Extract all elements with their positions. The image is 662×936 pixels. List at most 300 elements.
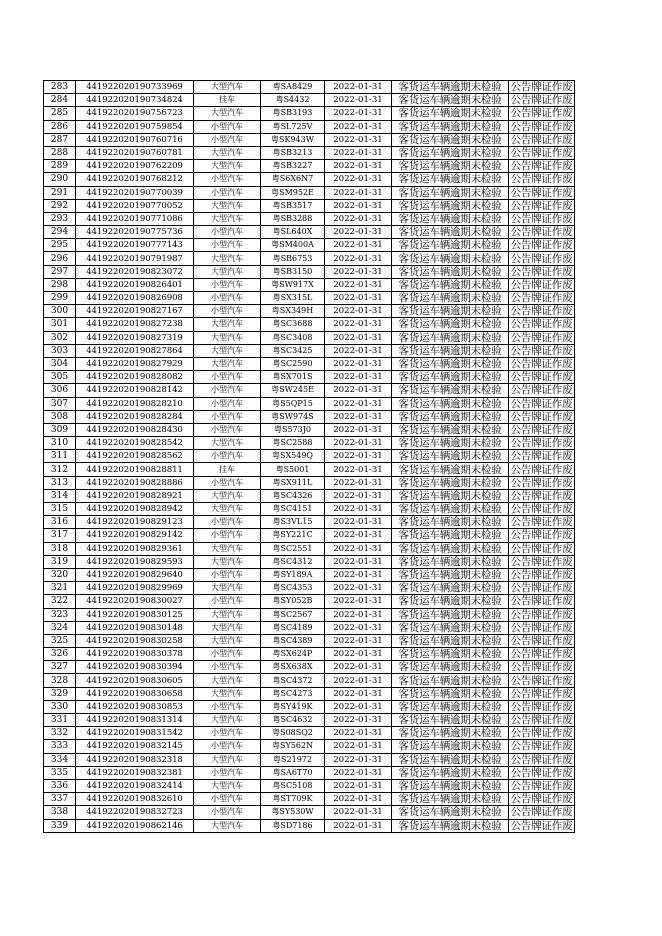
violation-status-cell: 客货运车辆逾期未检验 [392, 529, 509, 542]
action-cell: 公告牌证作废 [509, 278, 575, 291]
vehicle-type-cell: 大型汽车 [194, 542, 261, 555]
table-row [44, 819, 575, 832]
table-row [44, 318, 575, 331]
table-row [44, 81, 575, 94]
table-row [44, 344, 575, 357]
row-number-cell: 291 [44, 186, 76, 199]
plate-number-cell: 粤SY562N [261, 740, 325, 753]
violation-status-cell: 客货运车辆逾期未检验 [392, 344, 509, 357]
plate-number-cell: 粤SA6T70 [261, 766, 325, 779]
vehicle-type-cell: 小型汽车 [194, 740, 261, 753]
action-cell: 公告牌证作废 [509, 450, 575, 463]
table-row [44, 489, 575, 502]
action-cell: 公告牌证作废 [509, 608, 575, 621]
vehicle-type-cell: 小型汽车 [194, 186, 261, 199]
violation-status-cell: 客货运车辆逾期未检验 [392, 199, 509, 212]
violation-status-cell: 客货运车辆逾期未检验 [392, 120, 509, 133]
vehicle-type-cell: 大型汽车 [194, 674, 261, 687]
plate-number-cell: 粤SC2588 [261, 437, 325, 450]
record-id-cell: 441922020190827319 [76, 331, 194, 344]
table-row [44, 173, 575, 186]
plate-number-cell: 粤SY221C [261, 529, 325, 542]
violation-status-cell: 客货运车辆逾期未检验 [392, 779, 509, 792]
violation-status-cell: 客货运车辆逾期未检验 [392, 331, 509, 344]
table-row [44, 648, 575, 661]
row-number-cell: 333 [44, 740, 76, 753]
row-number-cell: 293 [44, 212, 76, 225]
date-cell: 2022-01-31 [325, 555, 392, 568]
record-id-cell: 441922020190734824 [76, 94, 194, 107]
table-row [44, 595, 575, 608]
plate-number-cell: 粤SD7186 [261, 819, 325, 832]
record-id-cell: 441922020190759854 [76, 120, 194, 133]
violation-status-cell: 客货运车辆逾期未检验 [392, 239, 509, 252]
vehicle-type-cell: 大型汽车 [194, 621, 261, 634]
row-number-cell: 316 [44, 516, 76, 529]
date-cell: 2022-01-31 [325, 120, 392, 133]
action-cell: 公告牌证作废 [509, 753, 575, 766]
date-cell: 2022-01-31 [325, 608, 392, 621]
date-cell: 2022-01-31 [325, 133, 392, 146]
action-cell: 公告牌证作废 [509, 727, 575, 740]
row-number-cell: 324 [44, 621, 76, 634]
record-id-cell: 441922020190830394 [76, 661, 194, 674]
plate-number-cell: 粤SY419K [261, 700, 325, 713]
table-row [44, 226, 575, 239]
row-number-cell: 303 [44, 344, 76, 357]
action-cell: 公告牌证作废 [509, 634, 575, 647]
record-id-cell: 441922020190830853 [76, 700, 194, 713]
record-id-cell: 441922020190771086 [76, 212, 194, 225]
action-cell: 公告牌证作废 [509, 344, 575, 357]
record-id-cell: 441922020190830605 [76, 674, 194, 687]
record-id-cell: 441922020190829142 [76, 529, 194, 542]
table-row [44, 212, 575, 225]
plate-number-cell: 粤S5QP15 [261, 397, 325, 410]
record-id-cell: 441922020190831314 [76, 714, 194, 727]
date-cell: 2022-01-31 [325, 331, 392, 344]
row-number-cell: 292 [44, 199, 76, 212]
plate-number-cell: 粤SC4632 [261, 714, 325, 727]
action-cell: 公告牌证作废 [509, 212, 575, 225]
violation-status-cell: 客货运车辆逾期未检验 [392, 81, 509, 94]
record-id-cell: 441922020190829361 [76, 542, 194, 555]
violation-status-cell: 客货运车辆逾期未检验 [392, 463, 509, 476]
date-cell: 2022-01-31 [325, 450, 392, 463]
violation-status-cell: 客货运车辆逾期未检验 [392, 793, 509, 806]
vehicle-type-cell: 大型汽车 [194, 503, 261, 516]
table-row [44, 687, 575, 700]
violation-status-cell: 客货运车辆逾期未检验 [392, 568, 509, 581]
plate-number-cell: 粤SC4389 [261, 634, 325, 647]
action-cell: 公告牌证作废 [509, 94, 575, 107]
table-row [44, 582, 575, 595]
vehicle-type-cell: 小型汽车 [194, 766, 261, 779]
record-id-cell: 441922020190826908 [76, 292, 194, 305]
date-cell: 2022-01-31 [325, 582, 392, 595]
record-id-cell: 441922020190862146 [76, 819, 194, 832]
plate-number-cell: 粤SX624P [261, 648, 325, 661]
table-row [44, 766, 575, 779]
action-cell: 公告牌证作废 [509, 648, 575, 661]
date-cell: 2022-01-31 [325, 94, 392, 107]
plate-number-cell: 粤SW245E [261, 384, 325, 397]
action-cell: 公告牌证作废 [509, 687, 575, 700]
date-cell: 2022-01-31 [325, 318, 392, 331]
violation-status-cell: 客货运车辆逾期未检验 [392, 410, 509, 423]
date-cell: 2022-01-31 [325, 199, 392, 212]
plate-number-cell: 粤S3VL15 [261, 516, 325, 529]
row-number-cell: 336 [44, 779, 76, 792]
date-cell: 2022-01-31 [325, 634, 392, 647]
date-cell: 2022-01-31 [325, 384, 392, 397]
row-number-cell: 321 [44, 582, 76, 595]
vehicle-type-cell: 小型汽车 [194, 793, 261, 806]
date-cell: 2022-01-31 [325, 503, 392, 516]
record-id-cell: 441922020190832381 [76, 766, 194, 779]
vehicle-type-cell: 小型汽车 [194, 476, 261, 489]
table-row [44, 423, 575, 436]
action-cell: 公告牌证作废 [509, 120, 575, 133]
table-row [44, 779, 575, 792]
vehicle-type-cell: 大型汽车 [194, 146, 261, 159]
record-id-cell: 441922020190827238 [76, 318, 194, 331]
plate-number-cell: 粤SX911L [261, 476, 325, 489]
table-row [44, 700, 575, 713]
vehicle-type-cell: 小型汽车 [194, 397, 261, 410]
record-id-cell: 441922020190756723 [76, 107, 194, 120]
date-cell: 2022-01-31 [325, 674, 392, 687]
vehicle-type-cell: 挂车 [194, 463, 261, 476]
plate-number-cell: 粤SC4353 [261, 582, 325, 595]
violation-status-cell: 客货运车辆逾期未检验 [392, 516, 509, 529]
violation-status-cell: 客货运车辆逾期未检验 [392, 727, 509, 740]
action-cell: 公告牌证作废 [509, 806, 575, 819]
violation-status-cell: 客货运车辆逾期未检验 [392, 173, 509, 186]
row-number-cell: 320 [44, 568, 76, 581]
action-cell: 公告牌证作废 [509, 173, 575, 186]
table-row [44, 503, 575, 516]
vehicle-type-cell: 大型汽车 [194, 318, 261, 331]
plate-number-cell: 粤SY189A [261, 568, 325, 581]
violation-status-cell: 客货运车辆逾期未检验 [392, 371, 509, 384]
action-cell: 公告牌证作废 [509, 489, 575, 502]
table-row [44, 555, 575, 568]
action-cell: 公告牌证作废 [509, 199, 575, 212]
record-id-cell: 441922020190828562 [76, 450, 194, 463]
action-cell: 公告牌证作废 [509, 81, 575, 94]
date-cell: 2022-01-31 [325, 806, 392, 819]
record-id-cell: 441922020190827929 [76, 357, 194, 370]
date-cell: 2022-01-31 [325, 239, 392, 252]
record-id-cell: 441922020190830258 [76, 634, 194, 647]
plate-number-cell: 粤SB6753 [261, 252, 325, 265]
vehicle-type-cell: 小型汽车 [194, 450, 261, 463]
plate-number-cell: 粤S4432 [261, 94, 325, 107]
table-row [44, 740, 575, 753]
violation-status-cell: 客货运车辆逾期未检验 [392, 621, 509, 634]
violation-status-cell: 客货运车辆逾期未检验 [392, 753, 509, 766]
row-number-cell: 298 [44, 278, 76, 291]
row-number-cell: 313 [44, 476, 76, 489]
plate-number-cell: 粤ST709K [261, 793, 325, 806]
vehicle-type-cell: 大型汽车 [194, 199, 261, 212]
action-cell: 公告牌证作废 [509, 700, 575, 713]
vehicle-type-cell: 大型汽车 [194, 265, 261, 278]
table-row [44, 463, 575, 476]
table-row [44, 331, 575, 344]
row-number-cell: 288 [44, 146, 76, 159]
date-cell: 2022-01-31 [325, 357, 392, 370]
date-cell: 2022-01-31 [325, 107, 392, 120]
record-id-cell: 441922020190828921 [76, 489, 194, 502]
vehicle-type-cell: 小型汽车 [194, 410, 261, 423]
date-cell: 2022-01-31 [325, 344, 392, 357]
plate-number-cell: 粤SC2567 [261, 608, 325, 621]
violation-status-cell: 客货运车辆逾期未检验 [392, 648, 509, 661]
date-cell: 2022-01-31 [325, 463, 392, 476]
date-cell: 2022-01-31 [325, 489, 392, 502]
row-number-cell: 284 [44, 94, 76, 107]
row-number-cell: 294 [44, 226, 76, 239]
date-cell: 2022-01-31 [325, 779, 392, 792]
row-number-cell: 307 [44, 397, 76, 410]
row-number-cell: 314 [44, 489, 76, 502]
vehicle-type-cell: 小型汽车 [194, 727, 261, 740]
plate-number-cell: 粤SB3150 [261, 265, 325, 278]
table-row [44, 727, 575, 740]
date-cell: 2022-01-31 [325, 766, 392, 779]
row-number-cell: 319 [44, 555, 76, 568]
plate-number-cell: 粤SC2590 [261, 357, 325, 370]
vehicle-type-cell: 大型汽车 [194, 582, 261, 595]
plate-number-cell: 粤SB3227 [261, 160, 325, 173]
row-number-cell: 338 [44, 806, 76, 819]
violation-status-cell: 客货运车辆逾期未检验 [392, 305, 509, 318]
date-cell: 2022-01-31 [325, 186, 392, 199]
violation-status-cell: 客货运车辆逾期未检验 [392, 806, 509, 819]
action-cell: 公告牌证作废 [509, 397, 575, 410]
action-cell: 公告牌证作废 [509, 766, 575, 779]
date-cell: 2022-01-31 [325, 714, 392, 727]
action-cell: 公告牌证作废 [509, 595, 575, 608]
table-row [44, 186, 575, 199]
action-cell: 公告牌证作废 [509, 476, 575, 489]
row-number-cell: 334 [44, 753, 76, 766]
row-number-cell: 306 [44, 384, 76, 397]
action-cell: 公告牌证作废 [509, 463, 575, 476]
date-cell: 2022-01-31 [325, 793, 392, 806]
row-number-cell: 296 [44, 252, 76, 265]
violation-status-cell: 客货运车辆逾期未检验 [392, 437, 509, 450]
table-row [44, 661, 575, 674]
action-cell: 公告牌证作废 [509, 674, 575, 687]
plate-number-cell: 粤SY052B [261, 595, 325, 608]
date-cell: 2022-01-31 [325, 292, 392, 305]
row-number-cell: 289 [44, 160, 76, 173]
plate-number-cell: 粤SK943W [261, 133, 325, 146]
violation-status-cell: 客货运车辆逾期未检验 [392, 608, 509, 621]
plate-number-cell: 粤SB3213 [261, 146, 325, 159]
action-cell: 公告牌证作废 [509, 542, 575, 555]
action-cell: 公告牌证作废 [509, 107, 575, 120]
violation-status-cell: 客货运车辆逾期未检验 [392, 489, 509, 502]
record-id-cell: 441922020190829123 [76, 516, 194, 529]
table-row [44, 133, 575, 146]
violation-status-cell: 客货运车辆逾期未检验 [392, 384, 509, 397]
table-row [44, 94, 575, 107]
violation-status-cell: 客货运车辆逾期未检验 [392, 661, 509, 674]
violation-status-cell: 客货运车辆逾期未检验 [392, 766, 509, 779]
plate-number-cell: 粤SX315L [261, 292, 325, 305]
row-number-cell: 323 [44, 608, 76, 621]
record-id-cell: 441922020190828430 [76, 423, 194, 436]
record-id-cell: 441922020190829640 [76, 568, 194, 581]
record-id-cell: 441922020190829969 [76, 582, 194, 595]
violation-status-cell: 客货运车辆逾期未检验 [392, 423, 509, 436]
row-number-cell: 286 [44, 120, 76, 133]
date-cell: 2022-01-31 [325, 437, 392, 450]
table-row [44, 160, 575, 173]
date-cell: 2022-01-31 [325, 568, 392, 581]
row-number-cell: 301 [44, 318, 76, 331]
record-id-cell: 441922020190775736 [76, 226, 194, 239]
row-number-cell: 297 [44, 265, 76, 278]
vehicle-type-cell: 小型汽车 [194, 384, 261, 397]
record-id-cell: 441922020190762209 [76, 160, 194, 173]
plate-number-cell: 粤SX638X [261, 661, 325, 674]
table-row [44, 674, 575, 687]
violation-status-cell: 客货运车辆逾期未检验 [392, 634, 509, 647]
vehicle-type-cell: 大型汽车 [194, 344, 261, 357]
table-row [44, 542, 575, 555]
record-id-cell: 441922020190760781 [76, 146, 194, 159]
violation-status-cell: 客货运车辆逾期未检验 [392, 107, 509, 120]
row-number-cell: 285 [44, 107, 76, 120]
date-cell: 2022-01-31 [325, 423, 392, 436]
vehicle-type-cell: 小型汽车 [194, 371, 261, 384]
action-cell: 公告牌证作废 [509, 437, 575, 450]
record-id-cell: 441922020190831542 [76, 727, 194, 740]
record-id-cell: 441922020190832414 [76, 779, 194, 792]
action-cell: 公告牌证作废 [509, 779, 575, 792]
date-cell: 2022-01-31 [325, 753, 392, 766]
vehicle-type-cell: 大型汽车 [194, 437, 261, 450]
table-row [44, 265, 575, 278]
plate-number-cell: 粤SC4372 [261, 674, 325, 687]
date-cell: 2022-01-31 [325, 648, 392, 661]
date-cell: 2022-01-31 [325, 819, 392, 832]
record-id-cell: 441922020190828142 [76, 384, 194, 397]
row-number-cell: 304 [44, 357, 76, 370]
violation-status-cell: 客货运车辆逾期未检验 [392, 542, 509, 555]
plate-number-cell: 粤SW974S [261, 410, 325, 423]
row-number-cell: 317 [44, 529, 76, 542]
plate-number-cell: 粤SX701S [261, 371, 325, 384]
table-row [44, 120, 575, 133]
record-id-cell: 441922020190760716 [76, 133, 194, 146]
table-row [44, 278, 575, 291]
action-cell: 公告牌证作废 [509, 582, 575, 595]
action-cell: 公告牌证作废 [509, 292, 575, 305]
row-number-cell: 308 [44, 410, 76, 423]
plate-number-cell: 粤SC4312 [261, 555, 325, 568]
vehicle-type-cell: 小型汽车 [194, 529, 261, 542]
date-cell: 2022-01-31 [325, 595, 392, 608]
plate-number-cell: 粤S21972 [261, 753, 325, 766]
vehicle-type-cell: 大型汽车 [194, 160, 261, 173]
violation-status-cell: 客货运车辆逾期未检验 [392, 357, 509, 370]
violation-status-cell: 客货运车辆逾期未检验 [392, 265, 509, 278]
vehicle-type-cell: 小型汽车 [194, 568, 261, 581]
action-cell: 公告牌证作废 [509, 740, 575, 753]
table-row [44, 357, 575, 370]
date-cell: 2022-01-31 [325, 146, 392, 159]
record-id-cell: 441922020190768212 [76, 173, 194, 186]
table-row [44, 621, 575, 634]
vehicle-type-cell: 挂车 [194, 94, 261, 107]
plate-number-cell: 粤S5001 [261, 463, 325, 476]
action-cell: 公告牌证作废 [509, 819, 575, 832]
date-cell: 2022-01-31 [325, 265, 392, 278]
record-id-cell: 441922020190830125 [76, 608, 194, 621]
record-id-cell: 441922020190828542 [76, 437, 194, 450]
violation-status-cell: 客货运车辆逾期未检验 [392, 714, 509, 727]
row-number-cell: 331 [44, 714, 76, 727]
vehicle-type-cell: 大型汽车 [194, 634, 261, 647]
record-id-cell: 441922020190828284 [76, 410, 194, 423]
plate-number-cell: 粤SM952E [261, 186, 325, 199]
record-id-cell: 441922020190733969 [76, 81, 194, 94]
row-number-cell: 337 [44, 793, 76, 806]
action-cell: 公告牌证作废 [509, 331, 575, 344]
action-cell: 公告牌证作废 [509, 305, 575, 318]
record-id-cell: 441922020190828811 [76, 463, 194, 476]
plate-number-cell: 粤S6X6N7 [261, 173, 325, 186]
date-cell: 2022-01-31 [325, 305, 392, 318]
row-number-cell: 283 [44, 81, 76, 94]
vehicle-type-cell: 大型汽车 [194, 687, 261, 700]
action-cell: 公告牌证作废 [509, 146, 575, 159]
violation-status-cell: 客货运车辆逾期未检验 [392, 397, 509, 410]
date-cell: 2022-01-31 [325, 529, 392, 542]
action-cell: 公告牌证作废 [509, 133, 575, 146]
row-number-cell: 311 [44, 450, 76, 463]
date-cell: 2022-01-31 [325, 371, 392, 384]
row-number-cell: 330 [44, 700, 76, 713]
violation-status-cell: 客货运车辆逾期未检验 [392, 700, 509, 713]
vehicle-type-cell: 大型汽车 [194, 489, 261, 502]
record-id-cell: 441922020190770052 [76, 199, 194, 212]
action-cell: 公告牌证作废 [509, 186, 575, 199]
table-row [44, 371, 575, 384]
row-number-cell: 326 [44, 648, 76, 661]
record-id-cell: 441922020190827864 [76, 344, 194, 357]
date-cell: 2022-01-31 [325, 160, 392, 173]
vehicle-type-cell: 小型汽车 [194, 173, 261, 186]
vehicle-type-cell: 小型汽车 [194, 133, 261, 146]
table-row [44, 437, 575, 450]
row-number-cell: 328 [44, 674, 76, 687]
vehicle-type-cell: 小型汽车 [194, 661, 261, 674]
row-number-cell: 290 [44, 173, 76, 186]
date-cell: 2022-01-31 [325, 226, 392, 239]
action-cell: 公告牌证作废 [509, 714, 575, 727]
table-row [44, 410, 575, 423]
table-row [44, 608, 575, 621]
record-id-cell: 441922020190828942 [76, 503, 194, 516]
action-cell: 公告牌证作废 [509, 793, 575, 806]
